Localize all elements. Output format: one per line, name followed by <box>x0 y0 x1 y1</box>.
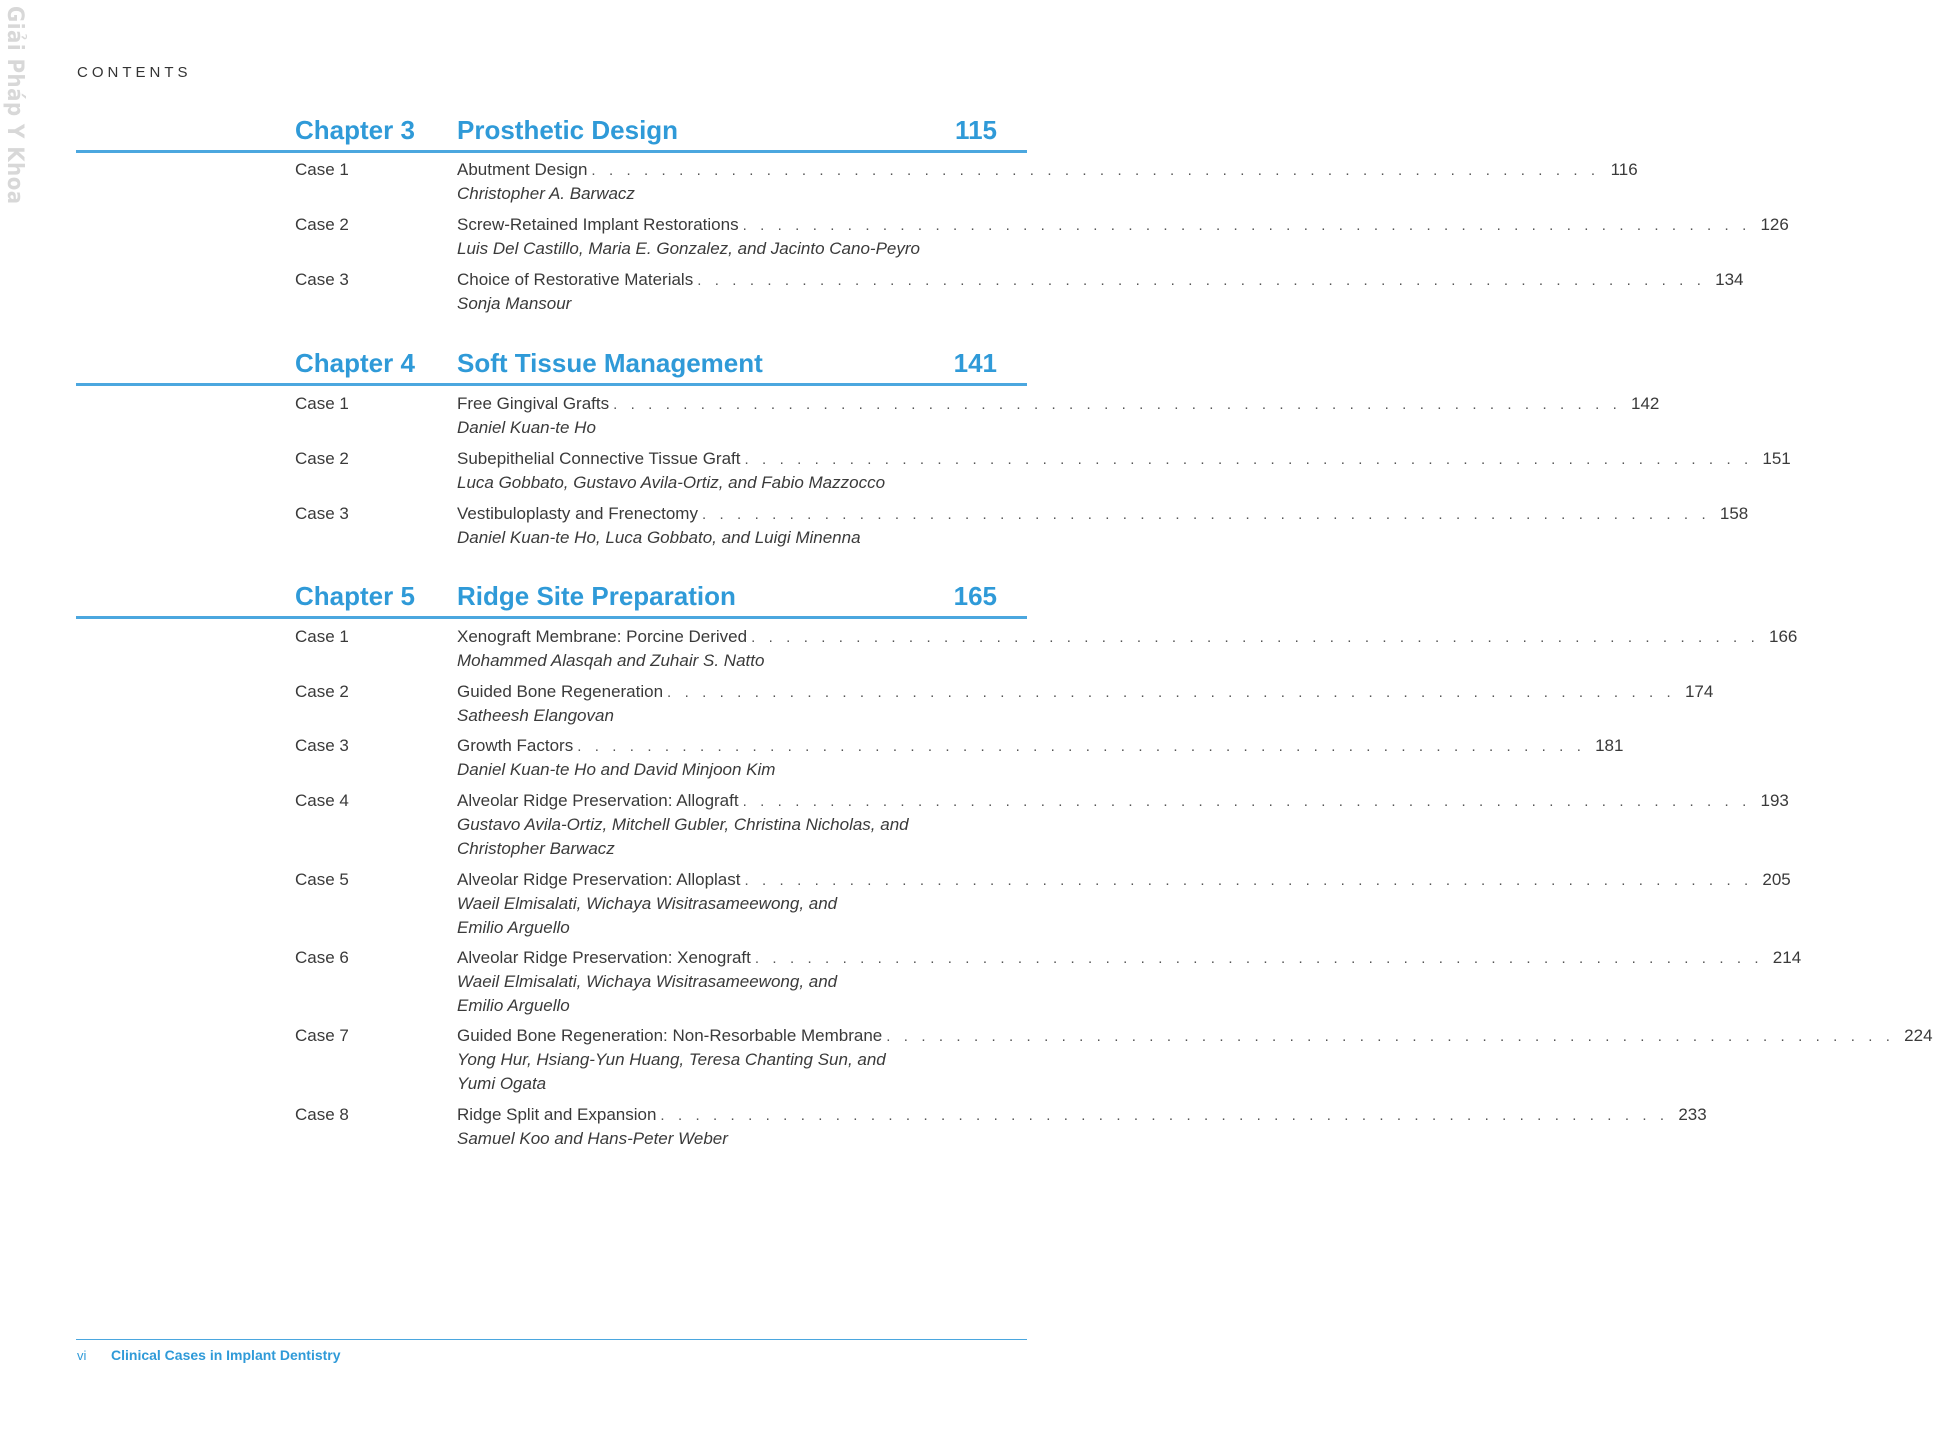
case-title-line <box>457 502 1749 526</box>
case-authors: Waeil Elmisalati, Wichaya Wisitrasameewong, and Emilio Arguello <box>457 972 838 1015</box>
case-title: Abutment Design <box>457 158 591 182</box>
chapter-4-section <box>0 343 1106 389</box>
case-authors: Christopher A. Barwacz <box>457 184 635 203</box>
chapter-3-section <box>0 110 1106 156</box>
dot-leader: . . . . . . . . . . . . . . . . . . . . . . . . . . . . . . . . . . . . . . . . . . . . . . . . . . . . . . . . . . <box>742 217 1751 234</box>
chapter-title: Ridge Site Preparation <box>457 581 736 611</box>
chapter-rule <box>76 150 1027 153</box>
case-label: Case 2 <box>295 215 349 234</box>
case-label: Case 2 <box>295 682 349 701</box>
chapter-heading <box>0 576 1106 622</box>
footer-page-number: vi <box>77 1348 87 1363</box>
dot-leader: . . . . . . . . . . . . . . . . . . . . . . . . . . . . . . . . . . . . . . . . . . . . . . . . . . . . . . . . . . <box>660 1107 1669 1124</box>
case-title: Guided Bone Regeneration: Non-Resorbable Membrane <box>457 1024 886 1048</box>
case-page: 166 <box>1768 627 1798 646</box>
case-authors: Luca Gobbato, Gustavo Avila-Ortiz, and Fabio Mazzocco <box>457 473 886 492</box>
case-title-line <box>457 1024 1933 1048</box>
case-page: 214 <box>1772 948 1802 967</box>
case-title-line <box>457 158 1638 182</box>
case-title-line <box>457 392 1660 416</box>
dot-leader: . . . . . . . . . . . . . . . . . . . . . . . . . . . . . . . . . . . . . . . . . . . . . . . . . . . . . . . . . . <box>754 950 1764 967</box>
case-label: Case 3 <box>295 504 349 523</box>
case-authors: Daniel Kuan-te Ho and David Minjoon Kim <box>457 760 776 779</box>
case-title: Alveolar Ridge Preservation: Allograft <box>457 789 743 813</box>
chapter-5-section <box>0 576 1106 622</box>
case-title: Screw-Retained Implant Restorations <box>457 213 743 237</box>
case-authors: Mohammed Alasqah and Zuhair S. Natto <box>457 651 765 670</box>
chapter-number: Chapter 5 <box>295 581 415 611</box>
case-page: 134 <box>1715 270 1744 289</box>
dot-leader: . . . . . . . . . . . . . . . . . . . . . . . . . . . . . . . . . . . . . . . . . . . . . . . . . . . . . . . . . . <box>886 1028 1895 1045</box>
dot-leader: . . . . . . . . . . . . . . . . . . . . . . . . . . . . . . . . . . . . . . . . . . . . . . . . . . . . . . . . . . <box>697 272 1706 289</box>
case-title-line <box>457 868 1791 892</box>
case-page: 205 <box>1762 870 1791 889</box>
dot-leader: . . . . . . . . . . . . . . . . . . . . . . . . . . . . . . . . . . . . . . . . . . . . . . . . . . . . . . . . . . <box>613 396 1622 413</box>
case-title: Subepithelial Connective Tissue Graft <box>457 447 745 471</box>
contents-heading: CONTENTS <box>77 64 192 81</box>
case-title: Alveolar Ridge Preservation: Alloplast <box>457 868 744 892</box>
case-title-line <box>457 946 1802 970</box>
case-authors: Yong Hur, Hsiang-Yun Huang, Teresa Chanting Sun, and Yumi Ogata <box>457 1050 886 1093</box>
case-label: Case 7 <box>295 1026 349 1045</box>
dot-leader: . . . . . . . . . . . . . . . . . . . . . . . . . . . . . . . . . . . . . . . . . . . . . . . . . . . . . . . . . . <box>667 684 1676 701</box>
watermark-text: Giải Pháp Y Khoa <box>2 6 27 205</box>
chapter-page: 165 <box>953 581 997 611</box>
case-authors: Sonja Mansour <box>457 294 572 313</box>
case-label: Case 1 <box>295 160 349 179</box>
chapter-number: Chapter 3 <box>295 115 415 145</box>
case-label: Case 5 <box>295 870 349 889</box>
case-label: Case 3 <box>295 736 349 755</box>
case-title: Growth Factors <box>457 734 577 758</box>
case-label: Case 4 <box>295 791 349 810</box>
case-page: 116 <box>1610 160 1638 179</box>
case-page: 126 <box>1760 215 1789 234</box>
case-title: Vestibuloplasty and Frenectomy <box>457 502 702 526</box>
chapter-number: Chapter 4 <box>295 348 415 378</box>
dot-leader: . . . . . . . . . . . . . . . . . . . . . . . . . . . . . . . . . . . . . . . . . . . . . . . . . . . . . . . . . . <box>577 738 1586 755</box>
chapter-page: 115 <box>955 115 997 145</box>
case-page: 174 <box>1684 682 1714 701</box>
chapter-heading <box>0 343 1106 389</box>
case-title-line <box>457 268 1744 292</box>
case-authors: Satheesh Elangovan <box>457 706 614 725</box>
case-title: Alveolar Ridge Preservation: Xenograft <box>457 946 755 970</box>
case-title: Guided Bone Regeneration <box>457 680 667 704</box>
case-title-line <box>457 734 1624 758</box>
case-authors: Waeil Elmisalati, Wichaya Wisitrasameewong, and Emilio Arguello <box>457 894 838 937</box>
case-title-line <box>457 1103 1707 1127</box>
case-authors: Gustavo Avila-Ortiz, Mitchell Gubler, Christina Nicholas, and Christopher Barwacz <box>457 815 909 858</box>
dot-leader: . . . . . . . . . . . . . . . . . . . . . . . . . . . . . . . . . . . . . . . . . . . . . . . . . . . . . . . . . . <box>701 506 1711 523</box>
case-label: Case 6 <box>295 948 349 967</box>
case-title-line <box>457 625 1798 649</box>
case-title-line <box>457 789 1789 813</box>
chapter-rule <box>76 616 1027 619</box>
case-page: 233 <box>1678 1105 1707 1124</box>
chapter-heading <box>0 110 1106 156</box>
case-title-line <box>457 213 1789 237</box>
dot-leader: . . . . . . . . . . . . . . . . . . . . . . . . . . . . . . . . . . . . . . . . . . . . . . . . . . . . . . . . . . <box>591 162 1600 179</box>
case-authors: Daniel Kuan-te Ho <box>457 418 596 437</box>
dot-leader: . . . . . . . . . . . . . . . . . . . . . . . . . . . . . . . . . . . . . . . . . . . . . . . . . . . . . . . . . . <box>744 451 1753 468</box>
case-authors: Luis Del Castillo, Maria E. Gonzalez, and Jacinto Cano-Peyro <box>457 239 920 258</box>
case-page: 224 <box>1904 1026 1933 1045</box>
case-label: Case 2 <box>295 449 349 468</box>
footer-book-title: Clinical Cases in Implant Dentistry <box>111 1347 341 1363</box>
chapter-rule <box>76 383 1027 386</box>
case-page: 193 <box>1760 791 1789 810</box>
chapter-title: Prosthetic Design <box>457 115 679 145</box>
case-label: Case 1 <box>295 394 349 413</box>
case-title: Choice of Restorative Materials <box>457 268 697 292</box>
case-page: 142 <box>1631 394 1660 413</box>
case-title-line <box>457 680 1714 704</box>
case-label: Case 3 <box>295 270 349 289</box>
footer-rule <box>76 1339 1027 1340</box>
case-title: Xenograft Membrane: Porcine Derived <box>457 625 751 649</box>
dot-leader: . . . . . . . . . . . . . . . . . . . . . . . . . . . . . . . . . . . . . . . . . . . . . . . . . . . . . . . . . . <box>742 793 1751 810</box>
case-page: 181 <box>1595 736 1624 755</box>
dot-leader: . . . . . . . . . . . . . . . . . . . . . . . . . . . . . . . . . . . . . . . . . . . . . . . . . . . . . . . . . . <box>751 629 1760 646</box>
chapter-page: 141 <box>953 348 997 378</box>
case-label: Case 1 <box>295 627 349 646</box>
dot-leader: . . . . . . . . . . . . . . . . . . . . . . . . . . . . . . . . . . . . . . . . . . . . . . . . . . . . . . . . . . <box>744 872 1753 889</box>
case-title: Free Gingival Grafts <box>457 392 613 416</box>
case-page: 151 <box>1762 449 1791 468</box>
case-authors: Samuel Koo and Hans-Peter Weber <box>457 1129 728 1148</box>
case-authors: Daniel Kuan-te Ho, Luca Gobbato, and Luigi Minenna <box>457 528 861 547</box>
case-label: Case 8 <box>295 1105 349 1124</box>
case-title-line <box>457 447 1791 471</box>
case-title: Ridge Split and Expansion <box>457 1103 660 1127</box>
case-page: 158 <box>1719 504 1749 523</box>
chapter-title: Soft Tissue Management <box>457 348 763 378</box>
